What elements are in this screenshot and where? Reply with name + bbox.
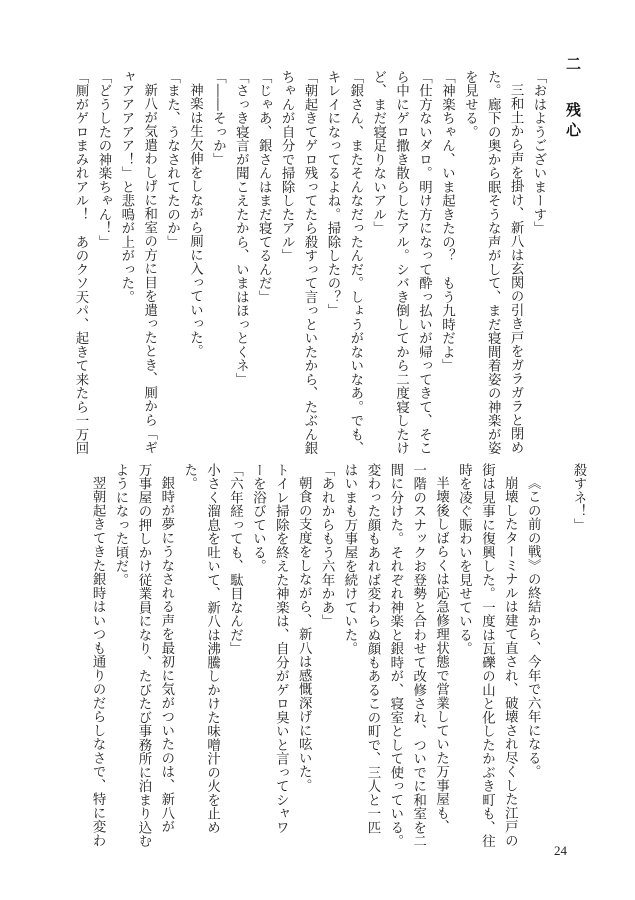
text-line: ら中にゲロ撒き散らしたアル。シバき倒してから二度寝したけ — [393, 70, 409, 455]
text-line: 翌朝起きてきた銀時はいつも通りのだらしなさで、特に変わ — [90, 476, 106, 848]
text-line: 街は見事に復興した。一度は瓦礫の山と化したかぶき町も、往 — [479, 463, 495, 848]
text-line: 半壊後しばらくは応急修理状態で営業していた万事屋も、 — [433, 476, 449, 834]
text-line: トイレ掃除を終えた神楽は、自分がゲロ臭いと言ってシャワ — [273, 463, 289, 835]
text-line: 間に分けた。それぞれ神楽と銀時が、寝室として使っている。 — [387, 463, 403, 848]
text-line: 新八が気遣わしげに和室の方に目を遣ったとき、厠から「ギ — [141, 83, 157, 455]
text-line: ャアアアアア！」と悲鳴が上がった。 — [118, 70, 134, 304]
text-line: 「厠がゲロまみれアル！ あのクソ天パ、起きて来たら一万回 — [73, 70, 88, 455]
text-line: ーを浴びている。 — [250, 463, 266, 573]
text-line: 朝食の支度をしながら、新八は感慨深げに呟いた。 — [296, 476, 312, 793]
text-line: 小さく溜息を吐いて、新八は沸騰しかけた味噌汁の火を止め — [204, 463, 220, 835]
text-line: キレイになってるよね。掃除したの？」 — [324, 70, 340, 318]
text-line: 「おはようございまーす」 — [531, 70, 546, 235]
text-line: 「また、うなされてたのか」 — [164, 70, 180, 249]
text-line: 「あれからもう六年かあ」 — [319, 463, 335, 628]
text-line: 一階のスナックお登勢と合わせて改修され、ついでに和室を二 — [410, 463, 426, 848]
text-line: 崩壊したターミナルは建て直され、破壊され尽くした江戸の — [502, 476, 518, 848]
text-line: 殺すネ！」 — [571, 463, 586, 532]
text-line: 「じゃあ、銀さんはまだ寝てるんだ」 — [256, 70, 272, 304]
text-line: 「六年経っても、駄目なんだ」 — [227, 463, 243, 656]
text-line: た。廊下の奥から眠そうな声がして、まだ寝間着姿の神楽が姿 — [485, 70, 501, 455]
text-line: ようになった頃だ。 — [113, 463, 128, 587]
text-line: 「――そっか」 — [210, 70, 226, 167]
text-line: を見せる。 — [462, 70, 478, 139]
text-line: 変わった顔もあれば変わらぬ顔もあるこの町で、三人と一匹 — [364, 463, 380, 835]
text-line: ど、まだ寝足りないアル」 — [370, 70, 386, 235]
chapter-number: 二 — [564, 56, 582, 76]
text-line: 「銀さん、またそんなだったんだ。しょうがないなあ。でも、 — [347, 70, 363, 455]
text-line: 「さっき寝言が聞こえたから、いまはほっとくネ」 — [233, 70, 249, 387]
text-line: 「朝起きてゲロ残ってたら殺すって言っといたから、たぶん銀 — [302, 70, 317, 455]
text-line: 「神楽ちゃん、いま起きたの？ もう九時だよ」 — [439, 70, 455, 373]
text-line: た。 — [181, 463, 197, 491]
text-line: 「どうしたの神楽ちゃん！」 — [95, 70, 111, 249]
text-line: 万事屋の押しかけ従業員になり、たびたび事務所に泊まり込む — [135, 463, 151, 848]
text-line: 時を凌ぐ賑わいを見せている。 — [456, 463, 472, 656]
text-line: 「仕方ないダロ。明け方になって酔っ払いが帰ってきて、そこ — [416, 70, 432, 455]
text-line: 神楽は生欠伸をしながら厠に入っていった。 — [187, 83, 203, 358]
text-line: はいまも万事屋を続けていた。 — [342, 463, 357, 656]
text-line: 《この前の戦》の終結から、今年で六年になる。 — [525, 476, 541, 779]
text-line: ちゃんが自分で掃除したアル」 — [279, 70, 295, 263]
chapter-title: 残心 — [564, 102, 582, 142]
text-line: 三和土から声を掛け、新八は玄関の引き戸をガラガラと閉め — [508, 83, 524, 455]
text-line: 銀時が夢にうなされる声を最初に気がついたのは、新八が — [158, 476, 174, 834]
page-number: 24 — [554, 843, 567, 858]
